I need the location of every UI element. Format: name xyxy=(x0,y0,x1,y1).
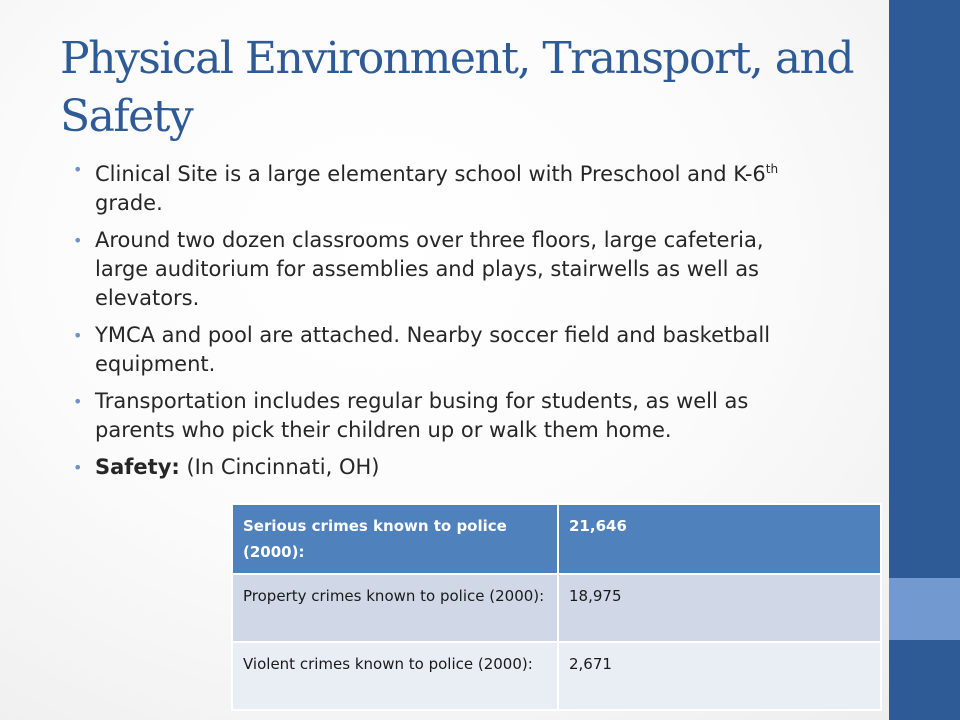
bullet-text-end: grade. xyxy=(95,191,163,215)
bullet-item xyxy=(70,155,810,218)
bullet-item xyxy=(70,226,810,313)
table-row xyxy=(232,642,881,710)
table-cell-label: Serious crimes known to police (2000): xyxy=(232,504,558,574)
bullet-text: Around two dozen classrooms over three floors, large cafeteria, large auditorium for assemblies and plays, stairwells as well as elevators. xyxy=(95,228,764,310)
table-cell-label: Violent crimes known to police (2000): xyxy=(232,642,558,710)
table-row xyxy=(232,574,881,642)
table-cell-value: 2,671 xyxy=(558,642,881,710)
bullet-bold-label: Safety: xyxy=(95,455,180,479)
bullet-icon: • xyxy=(73,160,83,179)
bullet-icon: • xyxy=(73,231,83,250)
table-cell-label: Property crimes known to police (2000): xyxy=(232,574,558,642)
accent-block xyxy=(889,578,960,640)
accent-block-lower xyxy=(889,640,960,720)
bullet-item xyxy=(70,387,810,445)
bullet-list xyxy=(70,155,810,490)
bullet-item xyxy=(70,453,810,482)
crime-table xyxy=(231,503,882,711)
bullet-text: (In Cincinnati, OH) xyxy=(179,455,380,479)
bullet-text: YMCA and pool are attached. Nearby soccer field and basketball equipment. xyxy=(95,323,771,376)
table-header-row xyxy=(232,504,881,574)
bullet-icon: • xyxy=(73,392,83,411)
bullet-icon: • xyxy=(73,458,83,477)
bullet-text: Clinical Site is a large elementary school with Preschool and K-6 xyxy=(95,162,766,186)
table-cell-value: 21,646 xyxy=(558,504,881,574)
table-cell-value: 18,975 xyxy=(558,574,881,642)
bullet-text: Transportation includes regular busing for students, as well as parents who pick their children up or walk them home. xyxy=(95,389,749,442)
bullet-superscript: th xyxy=(765,162,779,176)
bullet-icon: • xyxy=(73,326,83,345)
slide-title: Physical Environment, Transport, and Safety xyxy=(60,33,853,142)
bullet-item xyxy=(70,321,810,379)
